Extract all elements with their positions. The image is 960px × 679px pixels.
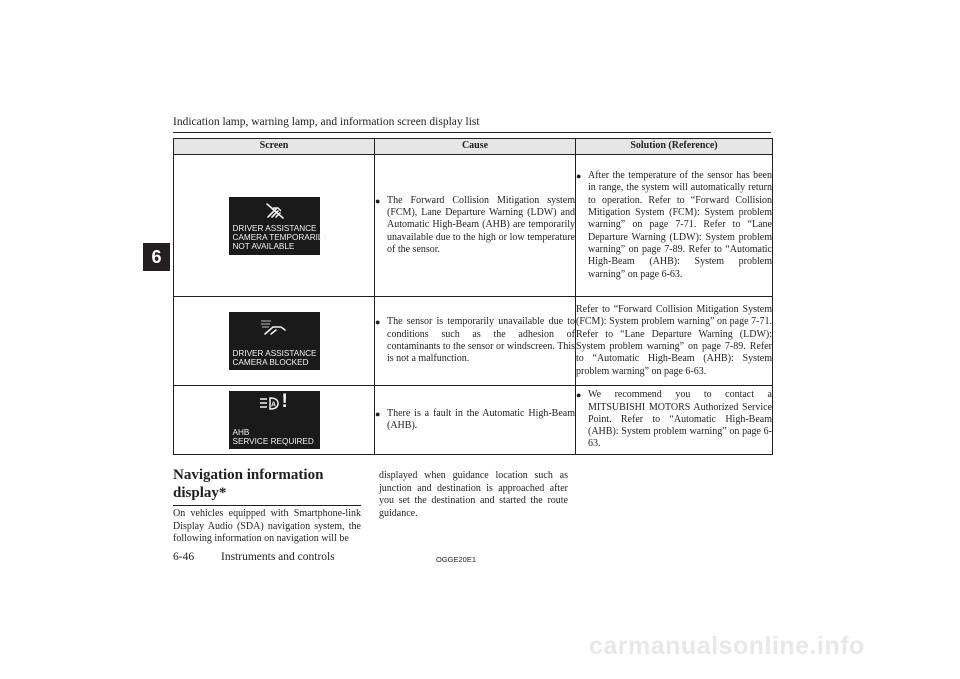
lcd-line: NOT AVAILABLE xyxy=(232,242,295,252)
cause-text: The sensor is temporarily unavailable due to conditions such as the adhesion of contaminants to the sensor or windscreen. This is not a malfunction. xyxy=(387,316,575,365)
cause-cell xyxy=(375,386,576,455)
bullet-icon: ● xyxy=(576,390,582,401)
lcd-line: SERVICE REQUIRED xyxy=(232,436,314,446)
screen-cell xyxy=(174,155,375,297)
solution-text: Refer to “Forward Collision Mitigation System (FCM): System problem warning” on page 7-71. Refer to “Lane Departure Warning (LDW): System problem warning” on page 7-89. Refer to “Automatic High-Beam (AHB): System problem warning” on page 6-63. xyxy=(576,304,772,377)
auto-high-beam-icon xyxy=(259,395,279,413)
bullet-icon: ● xyxy=(375,408,381,419)
cause-cell xyxy=(375,297,576,386)
bullet-icon: ● xyxy=(375,195,381,206)
section-title: Navigation information display* xyxy=(173,467,324,501)
lcd-screen xyxy=(229,312,320,370)
lcd-screen xyxy=(229,391,320,449)
lcd-line: DRIVER ASSISTANCE xyxy=(232,348,317,358)
solution-text: After the temperature of the sensor has been in range, the system will automatically return to operation. Refer to “Forward Collision Mitigation System (FCM): System problem warning” on page 7-71. Refer to “Lane Departure Warning (LDW): System problem warning” on page 7-89. Refer to “Automatic High-Beam (AHB): System problem warning” on page 6-63. xyxy=(588,170,772,280)
lcd-line: AHB xyxy=(232,427,250,437)
header-screen: Screen xyxy=(174,139,375,155)
solution-text: We recommend you to contact a MITSUBISHI MOTORS Authorized Service Point. Refer to “Automatic High-Beam (AHB): System problem warning” on page 6-63. xyxy=(588,389,772,450)
body-text-right: displayed when guidance location such as junction and destination is approached after you set the destination and started the route guidance. xyxy=(379,470,568,519)
screen-cell xyxy=(174,386,375,455)
cause-text: There is a fault in the Automatic High-Beam (AHB). xyxy=(387,407,575,431)
lcd-line: CAMERA BLOCKED xyxy=(232,357,309,367)
body-text-left: On vehicles equipped with Smartphone-link Display Audio (SDA) navigation system, the following information on navigation will be xyxy=(173,508,361,545)
running-head: Indication lamp, warning lamp, and information screen display list xyxy=(173,116,480,128)
camera-crossed-out-icon xyxy=(264,202,286,220)
camera-blocked-icon xyxy=(259,318,289,336)
warning-exclamation-icon: ! xyxy=(281,391,288,412)
solution-cell xyxy=(576,386,773,455)
footer-section-name: Instruments and controls xyxy=(221,551,335,563)
cause-text: The Forward Collision Mitigation system (FCM), Lane Departure Warning (LDW) and Automatic High-Beam (AHB) are temporarily unavailable due to the high or low temperature of the sensor. xyxy=(387,194,575,255)
svg-text:A: A xyxy=(270,401,276,409)
cause-cell xyxy=(375,155,576,297)
display-list-table xyxy=(173,138,773,455)
bullet-icon: ● xyxy=(375,317,381,328)
table-row xyxy=(174,155,773,297)
screen-cell xyxy=(174,297,375,386)
solution-cell xyxy=(576,297,773,386)
section-title-rule xyxy=(173,505,361,506)
header-solution: Solution (Reference) xyxy=(576,139,773,155)
table-row xyxy=(174,297,773,386)
lcd-screen xyxy=(229,197,328,255)
lcd-line: CAMERA TEMPORARILY xyxy=(232,233,328,243)
document-code: OGGE20E1 xyxy=(436,555,477,564)
table-row xyxy=(174,386,773,455)
bullet-icon: ● xyxy=(576,171,582,182)
header-cause: Cause xyxy=(375,139,576,155)
chapter-tab: 6 xyxy=(143,243,170,271)
watermark: carmanualsonline.info xyxy=(589,632,865,660)
lcd-line: DRIVER ASSISTANCE xyxy=(232,223,317,233)
page-number: 6-46 xyxy=(173,551,195,563)
table-header-row xyxy=(174,139,773,155)
header-rule xyxy=(173,132,771,133)
solution-cell xyxy=(576,155,773,297)
